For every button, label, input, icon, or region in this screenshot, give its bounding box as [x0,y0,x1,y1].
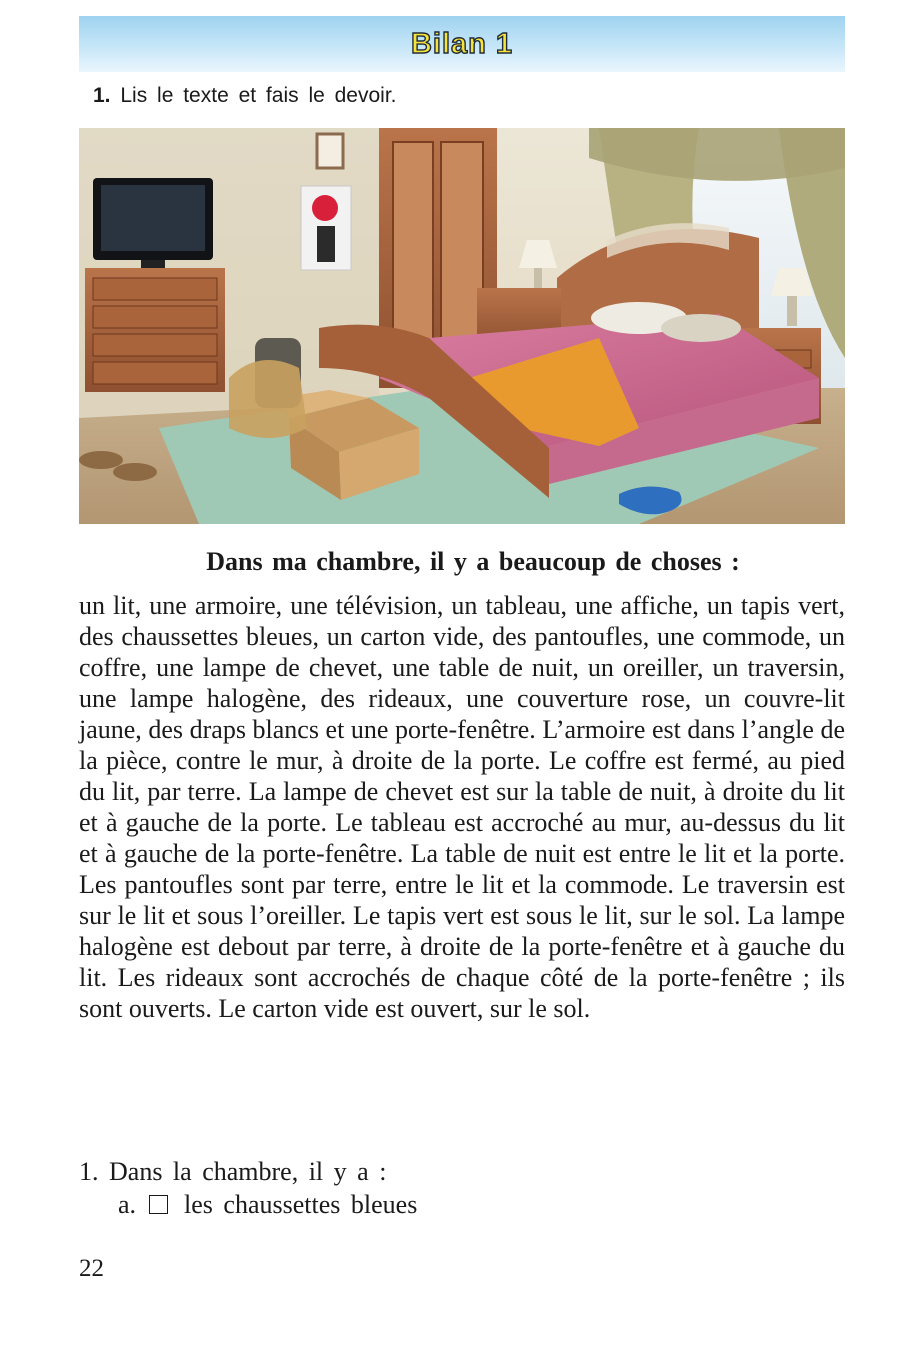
option-letter: a. [118,1190,137,1219]
question-prompt: Dans la chambre, il y a : [109,1157,387,1186]
bedroom-illustration [79,128,845,524]
option-text: les chaussettes bleues [184,1190,418,1219]
exercise-instruction [93,84,397,108]
slippers [79,451,123,469]
page-title: Bilan 1 [410,27,514,60]
small-frame [317,134,343,168]
page-number: 22 [79,1255,104,1282]
body-paragraph: un lit, une armoire, une télévision, un tableau, une affiche, un tapis vert, des chaussettes bleues, un carton vide, des pantoufles, une commode, un coffre, une lampe de chevet, une table de nuit, un oreiller, un traversin, une lampe halogène, des rideaux, une couverture rose, un couvre-lit jaune, des draps blancs et une porte-fenêtre. L’armoire est dans l’angle de la pièce, contre le mur, à droite de la porte. Le coffre est fermé, au pied du lit, par terre. La lampe de chevet est sur la table de nuit, à droite du lit et à gauche de la porte. Le tableau est accroché au mur, au-dessus du lit et à gauche de la porte-fenêtre. La table de nuit est entre le lit et la porte. Les pantoufles sont par terre, entre le lit et la commode. Le traversin est sur le lit et sous l’oreiller. Le tapis vert est sous le lit, sur le sol. La lampe halogène est debout par terre, à droite de la porte-fenêtre et à gauche du lit. Les rideaux sont accrochés de chaque côté de la porte-fenêtre ; ils sont ouverts. Le carton vide est ouvert, sur le sol. [79,591,845,1023]
title-banner [79,16,845,72]
text-heading: Dans ma chambre, il y a beaucoup de choses : [206,547,740,576]
answer-option-a [118,1190,417,1220]
answer-checkbox[interactable] [149,1195,168,1214]
question-line [79,1157,386,1187]
exercise-number: 1. [93,84,111,107]
question-number: 1. [79,1157,99,1186]
instruction-text: Lis le texte et fais le devoir. [120,84,397,107]
